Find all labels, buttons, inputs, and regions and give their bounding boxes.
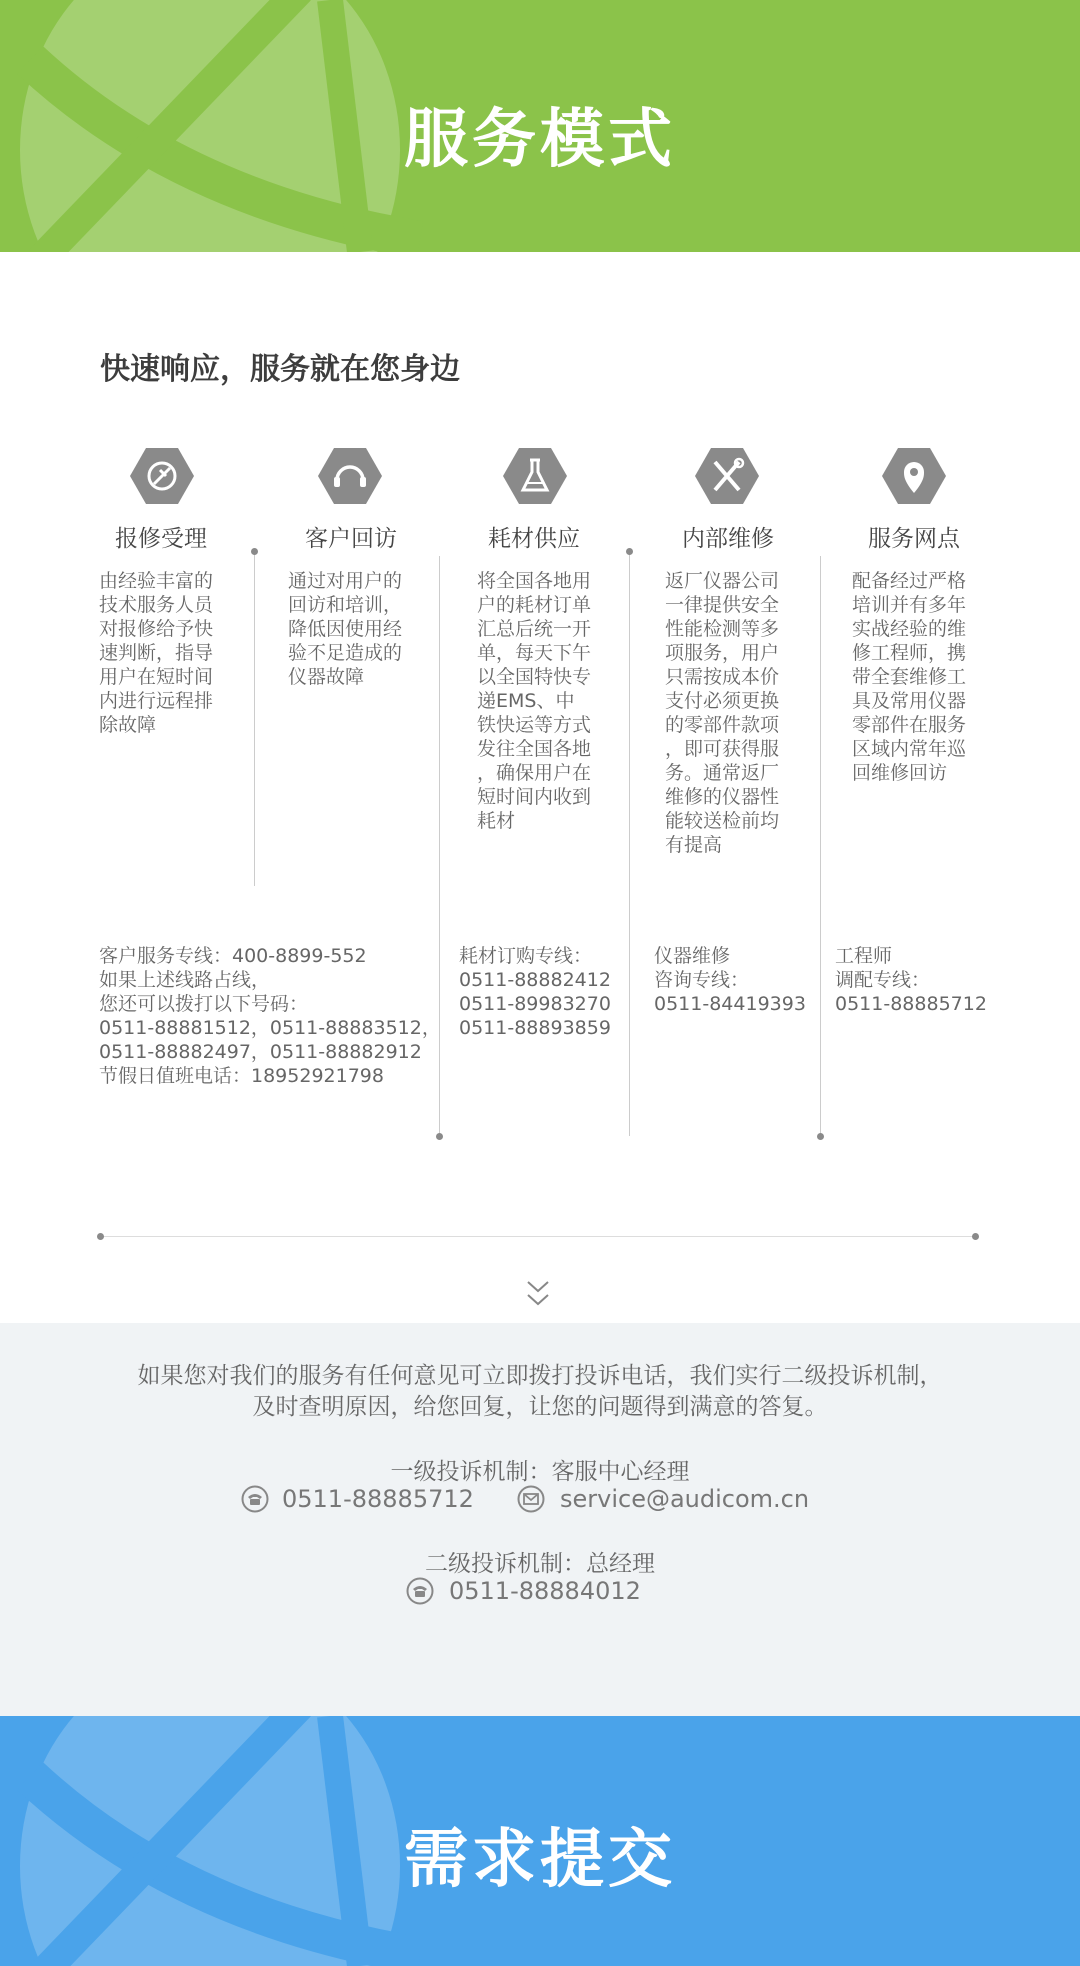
flask-icon — [503, 448, 567, 504]
chevron-down-icon[interactable] — [524, 1278, 552, 1310]
service-desc-consumables: 将全国各地用 户的耗材订单 汇总后统一开 单，每天下午 以全国特快专 递EMS、中 铁快运等方式 发往全国各地 ，确保用户在 短时间内收到 耗材 — [477, 570, 592, 832]
hotline-repair: 仪器维修 咨询专线： 0511-84419393 — [654, 945, 806, 1015]
divider-dot — [626, 548, 633, 555]
tools-icon — [695, 448, 759, 504]
complaint-level1-title: 一级投诉机制：客服中心经理 — [390, 1459, 690, 1485]
banner-service-mode — [0, 0, 1080, 252]
divider-dot — [817, 1133, 824, 1140]
divider-dot — [251, 548, 258, 555]
headset-icon — [318, 448, 382, 504]
service-desc-internal-repair: 返厂仪器公司 一律提供安全 性能检测等多 项服务，用户 只需按成本价 支付必须更换 的零部件款项 ，即可获得服 务。通常返厂 维修的仪器性 能较送检前均 有提高 — [665, 570, 780, 856]
complaint-section — [0, 1323, 1080, 1716]
section-heading: 快速响应，服务就在您身边 — [100, 352, 460, 387]
location-pin-icon — [882, 448, 946, 504]
divider-dot — [436, 1133, 443, 1140]
service-title-internal-repair: 内部维修 — [682, 526, 774, 552]
divider-line — [629, 552, 630, 1136]
phone-icon — [241, 1485, 269, 1513]
service-desc-repair: 由经验丰富的 技术服务人员 对报修给予快 速判断，指导 用户在短时间 内进行远程排 除故障 — [99, 570, 214, 736]
divider-line — [254, 552, 255, 886]
banner-title: 服务模式 — [404, 103, 676, 177]
timeline-baseline — [100, 1236, 976, 1237]
baseline-dot — [97, 1233, 104, 1240]
service-desc-outlets: 配备经过严格 培训并有多年 实战经验的维 修工程师，携 带全套维修工 具及常用仪器 零部件在服务 区域内常年巡 回维修回访 — [852, 570, 967, 784]
service-title-outlets: 服务网点 — [868, 526, 960, 552]
service-title-repair: 报修受理 — [115, 526, 207, 552]
banner-title: 需求提交 — [404, 1823, 676, 1897]
complaint-level2-phone[interactable]: 0511-88884012 — [449, 1577, 641, 1605]
service-desc-follow-up: 通过对用户的 回访和培训， 降低因使用经 验不足造成的 仪器故障 — [288, 570, 403, 688]
repair-icon — [130, 448, 194, 504]
divider-line — [820, 556, 821, 1136]
complaint-intro-line: 如果您对我们的服务有任何意见可立即拨打投诉电话，我们实行二级投诉机制， — [137, 1363, 943, 1389]
complaint-level2-title: 二级投诉机制：总经理 — [425, 1551, 655, 1577]
banner-requirement-submit — [0, 1716, 1080, 1966]
complaint-level1-phone[interactable]: 0511-88885712 — [282, 1485, 474, 1513]
hotline-customer-service: 客户服务专线：400-8899-552 如果上述线路占线， 您还可以拨打以下号码： 0511-88881512，0511-88883512， 0511-88882497，0511-88882912 节假日值班电话：18952921798 — [99, 945, 441, 1087]
complaint-level1-email[interactable]: service@audicom.cn — [560, 1485, 810, 1513]
email-icon — [517, 1485, 545, 1513]
complaint-intro-line: 及时查明原因，给您回复，让您的问题得到满意的答复。 — [252, 1394, 828, 1420]
service-title-consumables: 耗材供应 — [488, 526, 580, 552]
hotline-consumables: 耗材订购专线： 0511-88882412 0511-89983270 0511-88893859 — [459, 945, 611, 1039]
service-title-follow-up: 客户回访 — [305, 526, 397, 552]
hotline-engineer: 工程师 调配专线： 0511-88885712 — [835, 945, 987, 1015]
phone-icon — [406, 1577, 434, 1605]
baseline-dot — [972, 1233, 979, 1240]
